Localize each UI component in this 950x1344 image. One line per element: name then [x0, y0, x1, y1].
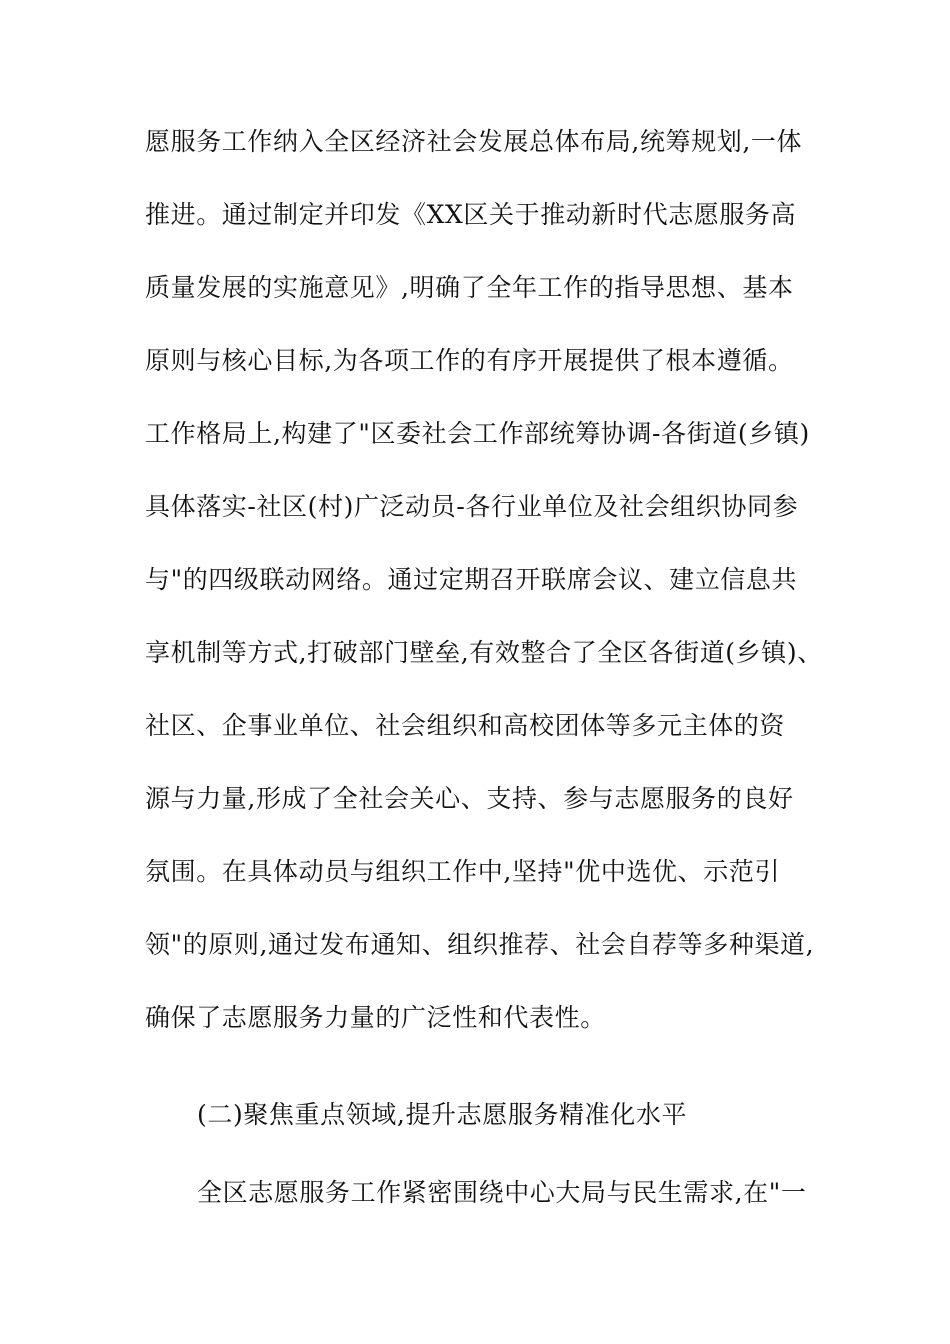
body-text-line: 质量发展的实施意见》,明确了全年工作的指导思想、基本	[145, 273, 794, 302]
body-text-line: 具体落实-社区(村)广泛动员-各行业单位及社会组织协同参	[145, 492, 799, 521]
body-text-line: 推进。通过制定并印发《XX区关于推动新时代志愿服务高	[145, 200, 797, 229]
body-text-line: 与"的四级联动网络。通过定期召开联席会议、建立信息共	[145, 565, 798, 594]
body-text-line: 氛围。在具体动员与组织工作中,坚持"优中选优、示范引	[145, 857, 781, 886]
body-text-line: 源与力量,形成了全社会关心、支持、参与志愿服务的良好	[145, 784, 794, 813]
section-heading: (二)聚焦重点领域,提升志愿服务精准化水平	[197, 1100, 688, 1129]
body-text-line: 原则与核心目标,为各项工作的有序开展提供了根本遵循。	[145, 346, 794, 375]
body-text-line: 愿服务工作纳入全区经济社会发展总体布局,统筹规划,一体	[145, 127, 803, 156]
body-text-line: 社区、企事业单位、社会组织和高校团体等多元主体的资	[145, 711, 786, 740]
body-text-line: 领"的原则,通过发布通知、组织推荐、社会自荐等多种渠道,	[145, 930, 815, 959]
body-text-line: 确保了志愿服务力量的广泛性和代表性。	[145, 1003, 606, 1032]
body-text-line: 工作格局上,构建了"区委社会工作部统筹协调-各街道(乡镇)	[145, 419, 810, 448]
body-text-line: 享机制等方式,打破部门壁垒,有效整合了全区各街道(乡镇)、	[145, 638, 823, 667]
paragraph-first-line: 全区志愿服务工作紧密围绕中心大局与民生需求,在"一	[197, 1178, 807, 1207]
